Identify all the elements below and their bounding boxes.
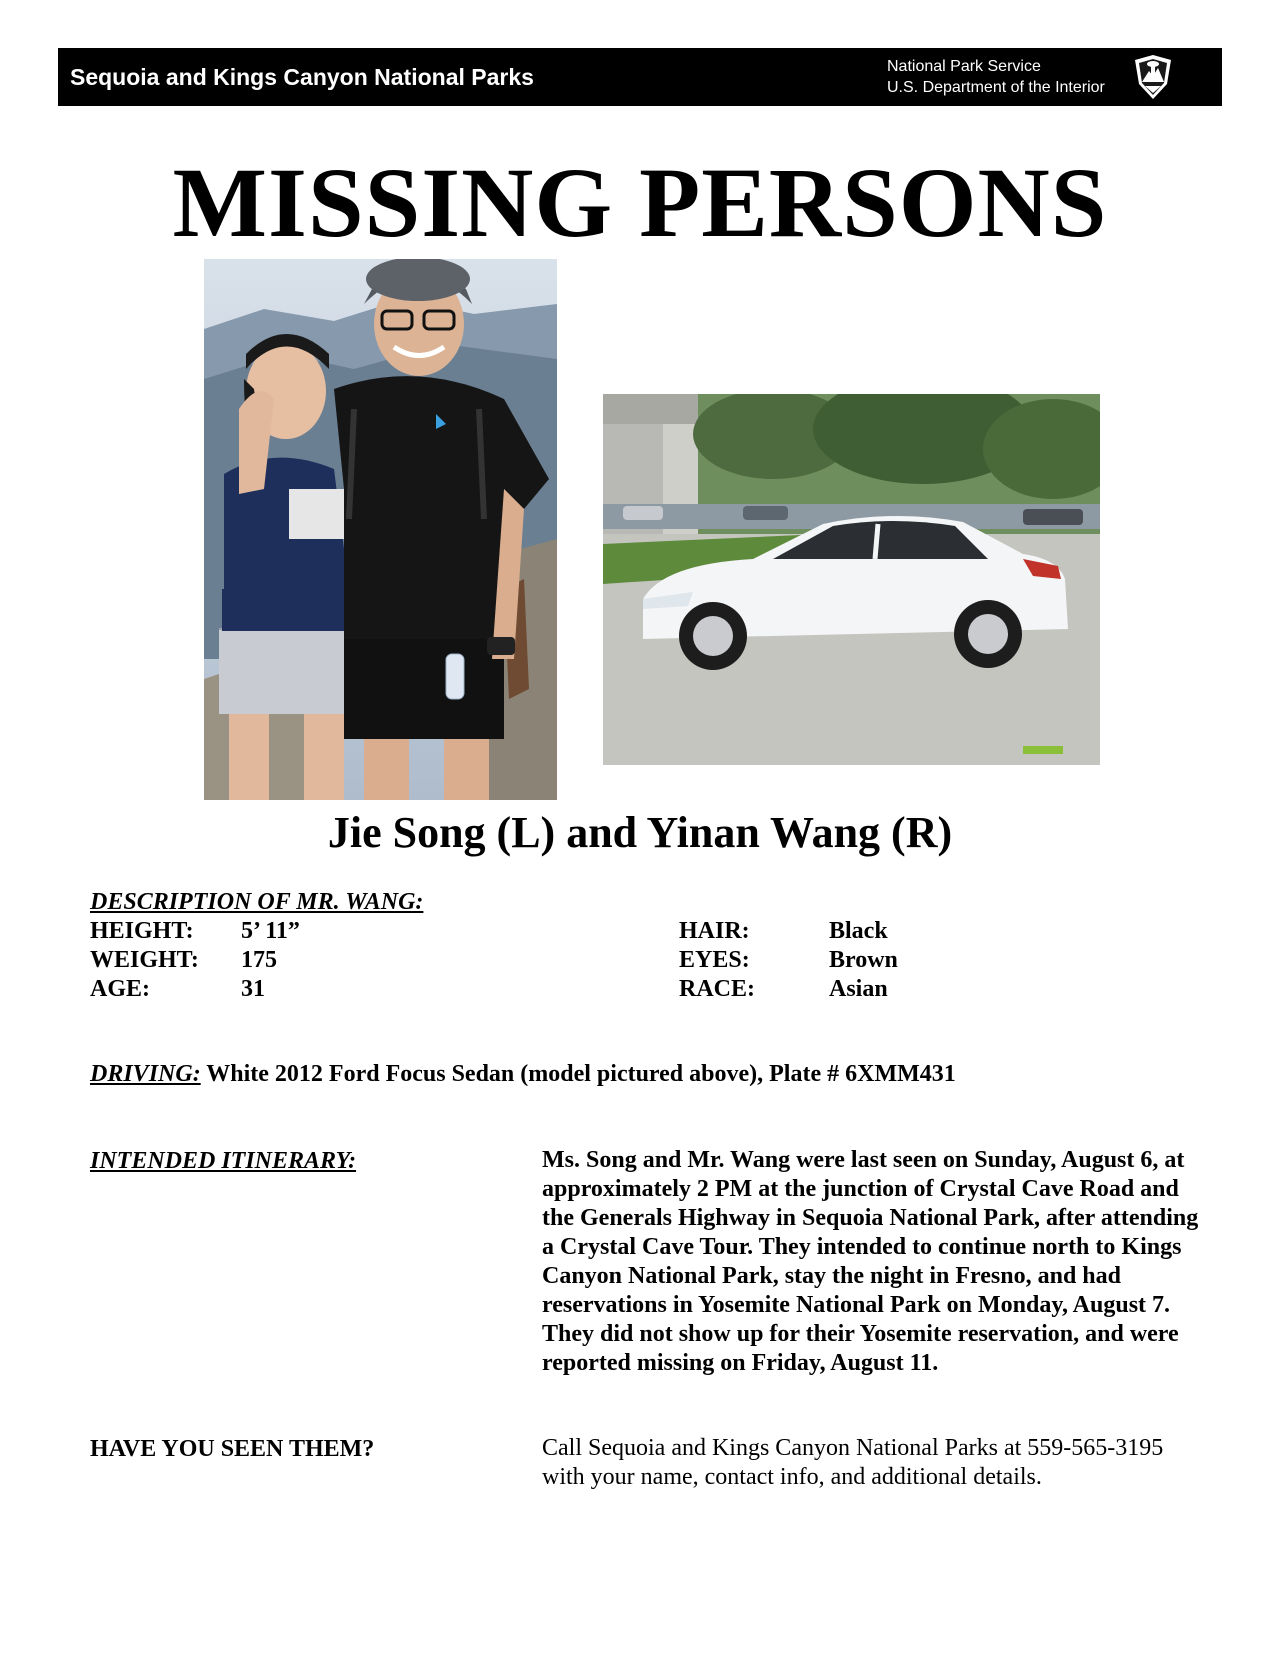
vehicle-photo	[603, 394, 1100, 765]
park-name: Sequoia and Kings Canyon National Parks	[70, 64, 534, 90]
height-value: 5’ 11”	[241, 918, 300, 944]
eyes-value: Brown	[829, 947, 898, 973]
driving-text: White 2012 Ford Focus Sedan (model pictured above), Plate # 6XMM431	[200, 1061, 956, 1087]
age-value: 31	[241, 976, 265, 1002]
itinerary-text: Ms. Song and Mr. Wang were last seen on Sunday, August 6, at approximately 2 PM at the junction of Crystal Cave Road and the Generals Highway in Sequoia National Park, after attending a Crystal Cave Tour. They intended to continue north to Kings Canyon National Park, stay the night in Fresno, and had reservations in Yosemite National Park on Monday, August 7. They did not show up for their Yosemite reservation, and were reported missing on Friday, August 11.	[542, 1147, 1199, 1376]
photo-caption: Jie Song (L) and Yinan Wang (R)	[327, 808, 953, 857]
contact-text: Call Sequoia and Kings Canyon National Parks at 559-565-3195 with your name, contact info, and additional details.	[542, 1435, 1164, 1490]
header-bar	[58, 48, 1222, 106]
driving-info	[90, 1060, 956, 1089]
driving-label: DRIVING:	[90, 1061, 201, 1087]
weight-label: WEIGHT:	[90, 947, 199, 973]
age-label: AGE:	[90, 976, 150, 1002]
hair-label: HAIR:	[679, 918, 750, 944]
agency-line-1: National Park Service	[887, 58, 1041, 75]
description-heading: DESCRIPTION OF MR. WANG:	[90, 889, 424, 915]
nps-arrowhead-icon	[1133, 54, 1173, 100]
race-label: RACE:	[679, 976, 755, 1002]
itinerary-label: INTENDED ITINERARY:	[90, 1148, 357, 1174]
race-value: Asian	[829, 976, 888, 1002]
hair-value: Black	[829, 918, 888, 944]
weight-value: 175	[241, 947, 277, 973]
contact-label: HAVE YOU SEEN THEM?	[90, 1436, 375, 1462]
eyes-label: EYES:	[679, 947, 750, 973]
agency-line-2: U.S. Department of the Interior	[887, 79, 1105, 96]
missing-persons-photo	[204, 259, 557, 800]
agency-block	[887, 56, 1105, 98]
page-title: MISSING PERSONS	[172, 147, 1108, 258]
height-label: HEIGHT:	[90, 918, 194, 944]
